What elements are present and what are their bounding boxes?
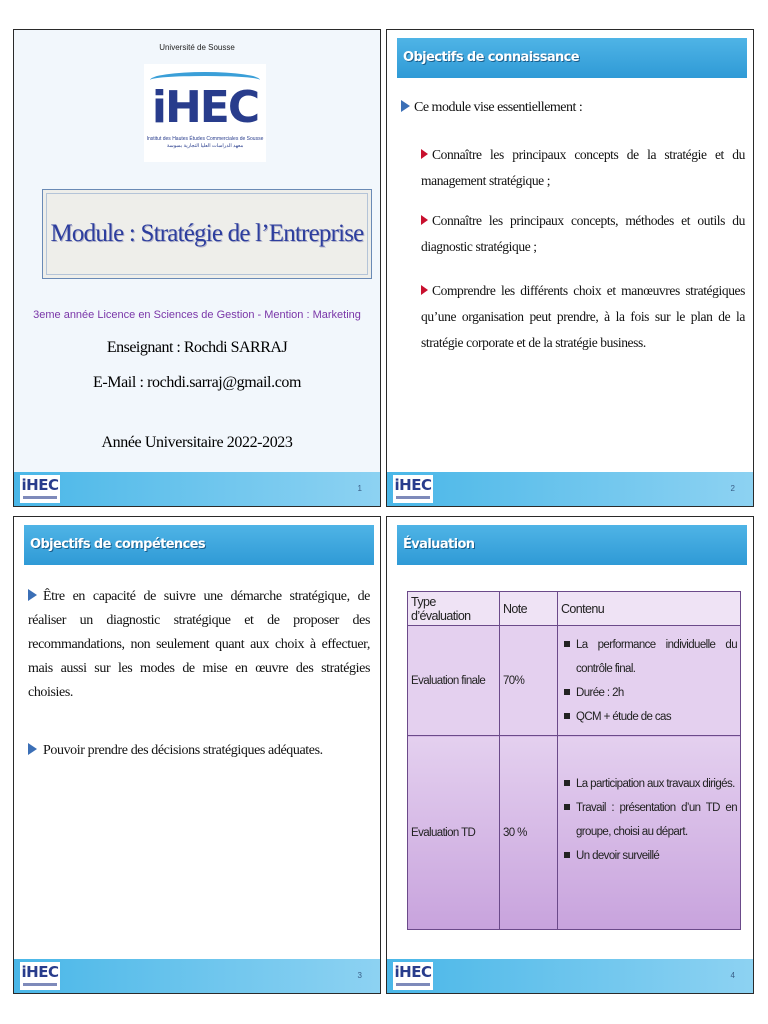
slide-2 bbox=[386, 29, 754, 507]
objective-item bbox=[421, 142, 745, 194]
page-number: 3 bbox=[357, 971, 362, 980]
table-header: Note bbox=[500, 592, 558, 626]
footer-logo bbox=[20, 475, 60, 503]
list-item: Durée : 2h bbox=[561, 681, 737, 705]
slide-footer bbox=[14, 472, 380, 506]
footer-logo-line bbox=[23, 983, 57, 986]
table-cell-note: 70% bbox=[500, 626, 558, 736]
footer-logo-line bbox=[396, 496, 430, 499]
table-row bbox=[408, 626, 741, 736]
competence-item bbox=[28, 739, 370, 763]
footer-logo-text: iHEC bbox=[21, 476, 59, 494]
footer-logo-line bbox=[23, 496, 57, 499]
table-cell-content bbox=[558, 626, 741, 736]
intro-label: Ce module vise essentiellement : bbox=[414, 100, 583, 115]
table-cell-note: 30 % bbox=[500, 736, 558, 930]
footer-logo bbox=[393, 475, 433, 503]
list-item: Un devoir surveillé bbox=[561, 844, 737, 868]
slide-title-bar bbox=[397, 525, 747, 565]
objective-text: Connaître les principaux concepts, méthodes et outils du diagnostic stratégique ; bbox=[421, 213, 745, 254]
evaluation-table bbox=[407, 591, 741, 930]
page-number: 2 bbox=[730, 484, 735, 493]
table-cell-type: Evaluation TD bbox=[408, 736, 500, 930]
footer-logo-text: iHEC bbox=[21, 963, 59, 981]
teacher-email: E-Mail : rochdi.sarraj@gmail.com bbox=[92, 374, 302, 391]
footer-logo-text: iHEC bbox=[394, 476, 432, 494]
table-header: Contenu bbox=[558, 592, 741, 626]
teacher-name: Enseignant : Rochdi SARRAJ bbox=[106, 339, 288, 356]
page-number: 4 bbox=[730, 971, 735, 980]
slide-1 bbox=[13, 29, 381, 507]
logo-subtitle bbox=[144, 136, 266, 150]
competence-item bbox=[28, 585, 370, 705]
objective-text: Connaître les principaux concepts de la stratégie et du management stratégique ; bbox=[421, 147, 745, 188]
slide-title: Évaluation bbox=[403, 537, 475, 552]
list-item: Travail : présentation d’un TD en groupe, choisi au départ. bbox=[561, 796, 737, 844]
objective-item bbox=[421, 208, 745, 260]
slide-footer bbox=[387, 959, 753, 993]
red-triangle-icon bbox=[421, 215, 428, 225]
red-triangle-icon bbox=[421, 285, 428, 295]
list-item: La performance individuelle du contrôle final. bbox=[561, 633, 737, 681]
slide-title: Objectifs de connaissance bbox=[403, 50, 579, 65]
licence-text: 3eme année Licence en Sciences de Gestion - Mention : Marketing bbox=[33, 309, 361, 321]
logo-subtitle-ar: معهد الدراسات العليا التجارية بسوسة bbox=[166, 143, 244, 149]
content-list bbox=[561, 772, 737, 868]
university-name: Université de Sousse bbox=[159, 43, 235, 52]
content-list bbox=[561, 633, 737, 729]
page-number: 1 bbox=[357, 484, 362, 493]
table-row bbox=[408, 736, 741, 930]
slide-4 bbox=[386, 516, 754, 994]
logo-text: iHEC bbox=[151, 82, 259, 133]
competence-text: Pouvoir prendre des décisions stratégiques adéquates. bbox=[43, 743, 323, 758]
footer-logo-line bbox=[396, 983, 430, 986]
footer-logo bbox=[20, 962, 60, 990]
ihec-logo bbox=[144, 64, 266, 162]
blue-triangle-icon bbox=[28, 589, 37, 601]
competence-text: Être en capacité de suivre une démarche stratégique, de réaliser un diagnostic stratégique et de proposer des recommandations, non seulement quant aux choix à effectuer, mais aussi sur les modes de mise en œuvre des stratégies choisies. bbox=[28, 589, 370, 700]
objective-item bbox=[421, 278, 745, 356]
slide-footer bbox=[387, 472, 753, 506]
table-header: Type d’évaluation bbox=[408, 592, 500, 626]
objective-text: Comprendre les différents choix et manœuvres stratégiques qu’une organisation peut prendre, à la fois sur le plan de la stratégie corporate et de la stratégie business. bbox=[421, 283, 745, 350]
blue-triangle-icon bbox=[401, 100, 410, 112]
table-cell-content bbox=[558, 736, 741, 930]
list-item: La participation aux travaux dirigés. bbox=[561, 772, 737, 796]
footer-logo bbox=[393, 962, 433, 990]
slide-footer bbox=[14, 959, 380, 993]
footer-logo-text: iHEC bbox=[394, 963, 432, 981]
slide-title-bar bbox=[397, 38, 747, 78]
logo-subtitle-fr: Institut des Hautes Études Commerciales de Sousse bbox=[146, 136, 264, 142]
intro-text bbox=[401, 100, 582, 116]
table-header-row bbox=[408, 592, 741, 626]
module-title-box bbox=[42, 189, 372, 279]
slide-3 bbox=[13, 516, 381, 994]
list-item: QCM + étude de cas bbox=[561, 705, 737, 729]
table-cell-type: Evaluation finale bbox=[408, 626, 500, 736]
red-triangle-icon bbox=[421, 149, 428, 159]
academic-year: Année Universitaire 2022-2023 bbox=[101, 434, 293, 451]
slide-title-bar bbox=[24, 525, 374, 565]
blue-triangle-icon bbox=[28, 743, 37, 755]
slide-title: Objectifs de compétences bbox=[30, 537, 206, 552]
module-title: Module : Stratégie de l’Entreprise bbox=[50, 220, 364, 247]
